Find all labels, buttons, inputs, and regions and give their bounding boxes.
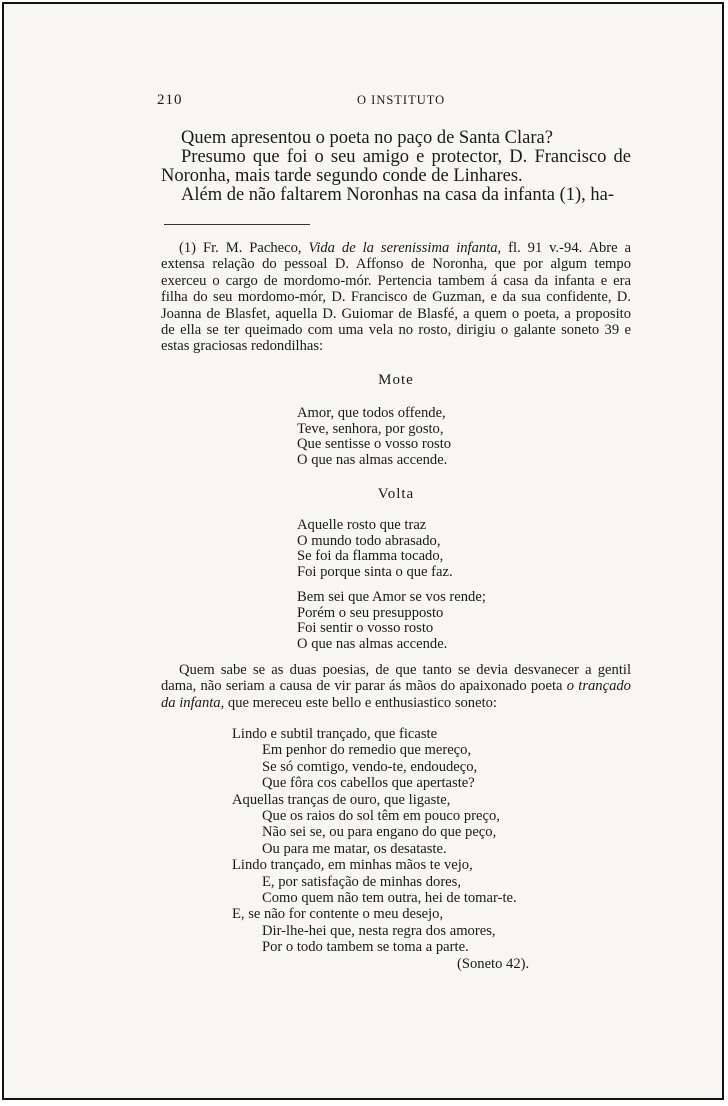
- verse-line: Foi sentir o vosso rosto: [297, 620, 434, 636]
- footnote: [161, 240, 631, 355]
- verse-line: Bem sei que Amor se vos rende;: [297, 589, 486, 605]
- verse-line: Aquelle rosto que traz: [297, 517, 427, 533]
- main-paragraph: Quem apresentou o poeta no paço de Santa Clara?: [181, 128, 553, 148]
- page-number: 210: [157, 92, 183, 108]
- volta-stanza-2: [297, 590, 486, 652]
- sonnet-line: Se só comtigo, vendo-te, endoudeço,: [262, 758, 478, 775]
- sonnet-line: Em penhor do remedio que mereço,: [262, 742, 472, 759]
- running-title: O INSTITUTO: [357, 93, 446, 107]
- footnote-work-title: Vida de la serenissima infanta,: [308, 240, 502, 256]
- verse-line: Teve, senhora, por gosto,: [297, 420, 444, 437]
- sonnet-line: Não sei se, ou para engano do que peço,: [262, 824, 497, 841]
- footnote-text: fl. 91 v.-94. Abre a extensa relação do pessoal D. Affonso de Noronha, que por algum tempo exerceu o cargo de mordomo-mór. Pertencia tambem á casa da infanta e era filha do seu mordomo-mór, D. Francisco de Guzman, e da sua confidente, D. Joanna de Blasfet, aquella D. Guiomar de Blasfé, a quem o poeta, a proposito de ella se ter queimado com uma vela no rosto, dirigiu o galante soneto 39 e estas graciosas redondilhas:: [161, 240, 631, 355]
- sonnet-source: (Soneto 42).: [457, 955, 530, 972]
- sonnet-line: Por o todo tambem se toma a parte.: [262, 939, 469, 956]
- page-header: [157, 92, 632, 110]
- footnote-author: Fr. M. Pacheco,: [202, 240, 302, 256]
- sonnet-line: Lindo trançado, em minhas mãos te vejo,: [232, 857, 473, 874]
- verse-line: O que nas almas accende.: [297, 451, 448, 468]
- verse-line: O mundo todo abrasado,: [297, 532, 441, 549]
- volta-stanza-1: [297, 518, 453, 580]
- footnote-ref: (1): [179, 240, 197, 256]
- sonnet-line: E, por satisfação de minhas dores,: [262, 873, 461, 890]
- sonnet-line: Como quem não tem outra, hei de tomar-te.: [262, 890, 517, 907]
- verse-line: Foi porque sinta o que faz.: [297, 563, 453, 580]
- sonnet: [232, 726, 529, 972]
- paragraph-text: que mereceu este bello e enthusiastico soneto:: [227, 694, 497, 711]
- paragraph-italic: o trançado da infanta,: [161, 678, 631, 711]
- mote-verse: [297, 406, 451, 468]
- sonnet-line: Aquellas tranças de ouro, que ligaste,: [232, 791, 451, 808]
- paragraph-2: [161, 662, 631, 711]
- sonnet-line: Que os raios do sol têm em pouco preço,: [262, 808, 500, 825]
- sonnet-line: Que fôra cos cabellos que apertaste?: [262, 775, 475, 792]
- paragraph-text: Quem sabe se as duas poesias, de que tanto se devia desvanecer a gentil dama, não seriam a causa de vir parar ás mãos do apaixonado poeta: [161, 662, 631, 695]
- verse-line: Porém o seu presupposto: [297, 604, 444, 621]
- main-paragraph: Além de não faltarem Noronhas na casa da infanta (1), ha-: [181, 185, 615, 205]
- main-paragraph: Presumo que foi o seu amigo e protector, D. Francisco de Noronha, mais tarde segundo conde de Linhares.: [161, 147, 631, 186]
- verse-line: Que sentisse o vosso rosto: [297, 436, 452, 452]
- footnote-divider: [164, 224, 310, 225]
- mote-heading: Mote: [378, 372, 414, 388]
- sonnet-line: E, se não for contente o meu desejo,: [232, 906, 444, 923]
- sonnet-line: Lindo e subtil trançado, que ficaste: [232, 726, 438, 742]
- book-page: [2, 2, 724, 1100]
- sonnet-line: Dir-lhe-hei que, nesta regra dos amores,: [262, 922, 496, 939]
- verse-line: Se foi da flamma tocado,: [297, 548, 444, 564]
- verse-line: O que nas almas accende.: [297, 635, 448, 652]
- sonnet-line: Ou para me matar, os desataste.: [262, 840, 447, 857]
- volta-heading: Volta: [377, 486, 415, 502]
- main-text: [161, 129, 631, 205]
- verse-line: Amor, que todos offende,: [297, 405, 446, 421]
